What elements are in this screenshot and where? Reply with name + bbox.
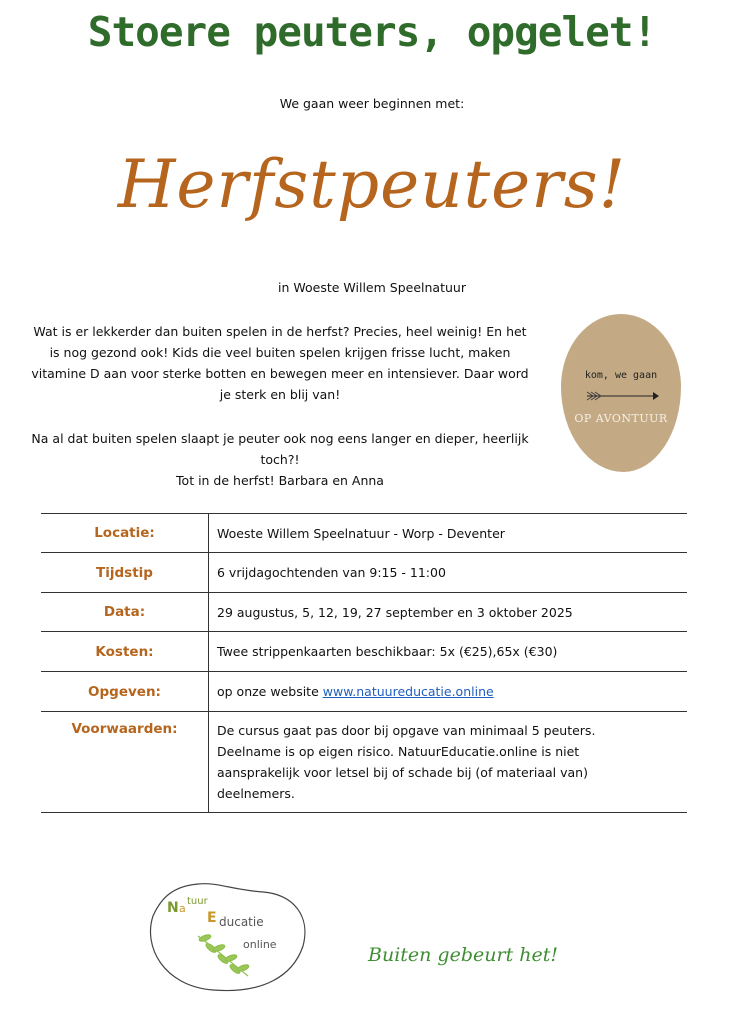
logo-letter-a: a [179, 902, 186, 915]
value-locatie: Woeste Willem Speelnatuur - Worp - Deventer [209, 514, 688, 553]
condition-line: De cursus gaat pas door bij opgave van minimaal 5 peuters. [217, 723, 596, 738]
arrow-icon [583, 389, 659, 403]
table-row-locatie [41, 514, 687, 553]
paragraph-sleep: Na al dat buiten spelen slaapt je peuter ook nog eens langer en dieper, heerlijk toch?! [31, 431, 529, 467]
location-line: in Woeste Willem Speelnatuur [278, 280, 466, 295]
condition-line: deelnemers. [217, 786, 295, 801]
paragraph-intro: Wat is er lekkerder dan buiten spelen in de herfst? Precies, heel weinig! En het is nog gezond ook! Kids die veel buiten spelen krijgen frisse lucht, maken vitamine D aan voor sterke botten en bewegen meer en intensiever. Daar word je sterk en blij van! [31, 324, 529, 402]
value-voorwaarden [209, 712, 688, 813]
signoff: Tot in de herfst! Barbara en Anna [176, 473, 384, 488]
label-tijdstip: Tijdstip [41, 553, 209, 593]
page-title: Stoere peuters, opgelet! [87, 8, 657, 56]
adventure-badge [561, 314, 681, 472]
table-row-opgeven [41, 672, 687, 712]
logo-letter-n: N [167, 900, 179, 916]
label-data: Data: [41, 593, 209, 632]
value-kosten: Twee strippenkaarten beschikbaar: 5x (€25),65x (€30) [209, 632, 688, 672]
table-row-voorwaarden [41, 712, 687, 813]
table-row-data [41, 593, 687, 632]
badge-bottom-text: OP AVONTUUR [574, 412, 668, 425]
slogan: Buiten gebeurt het! [368, 944, 558, 966]
value-tijdstip: 6 vrijdagochtenden van 9:15 - 11:00 [209, 553, 688, 593]
label-kosten: Kosten: [41, 632, 209, 672]
badge-top-text: kom, we gaan [584, 370, 658, 381]
label-opgeven: Opgeven: [41, 672, 209, 712]
opgeven-prefix: op onze website [217, 684, 323, 699]
value-opgeven [209, 672, 688, 712]
logo-online: online [243, 938, 277, 951]
condition-line: Deelname is op eigen risico. NatuurEducatie.online is niet [217, 744, 580, 759]
condition-line: aansprakelijk voor letsel bij of schade bij (of materiaal van) [217, 765, 588, 780]
logo-tuur: tuur [187, 896, 208, 907]
natuureducatie-logo [143, 876, 308, 994]
label-voorwaarden: Voorwaarden: [41, 712, 209, 813]
table-row-kosten [41, 632, 687, 672]
intro-text: We gaan weer beginnen met: [279, 96, 465, 111]
label-locatie: Locatie: [41, 514, 209, 553]
table-row-tijdstip [41, 553, 687, 593]
event-title: Herfstpeuters! [117, 146, 627, 223]
value-data: 29 augustus, 5, 12, 19, 27 september en 3 oktober 2025 [209, 593, 688, 632]
info-table [41, 513, 687, 813]
website-link[interactable]: www.natuureducatie.online [322, 684, 494, 699]
logo-ducatie: ducatie [219, 915, 264, 929]
logo-letter-e: E [207, 910, 217, 926]
